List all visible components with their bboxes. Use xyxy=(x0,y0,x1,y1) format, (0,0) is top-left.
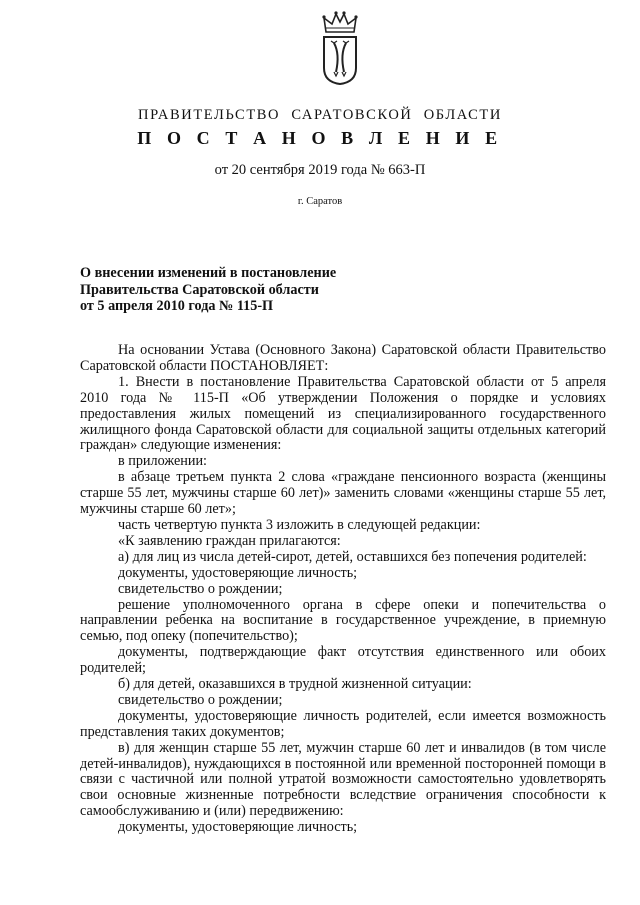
body-paragraph: часть четвертую пункта 3 изложить в следующей редакции: xyxy=(118,516,481,533)
body-paragraph: свидетельство о рождении; xyxy=(118,691,283,708)
body-paragraph: документы, подтверждающие факт отсутствия единственного или обоих родителей; xyxy=(80,644,606,677)
subject-line: О внесении изменений в постановление xyxy=(80,265,337,281)
subject-line: от 5 апреля 2010 года № 115-П xyxy=(80,298,274,314)
body-paragraph: На основании Устава (Основного Закона) Саратовской области Правительство Саратовской области ПОСТАНОВЛЯЕТ: xyxy=(80,342,606,374)
body-paragraph: б) для детей, оказавшихся в трудной жизненной ситуации: xyxy=(118,676,472,693)
document-city: г. Саратов xyxy=(297,196,343,207)
saratov-coat-of-arms-icon xyxy=(318,10,362,86)
body-paragraph: документы, удостоверяющие личность; xyxy=(118,819,358,836)
body-paragraph: свидетельство о рождении; xyxy=(118,580,283,597)
government-name: ПРАВИТЕЛЬСТВО САРАТОВСКОЙ ОБЛАСТИ xyxy=(138,107,502,123)
document-type-title: П О С Т А Н О В Л Е Н И Е xyxy=(137,128,503,148)
document-body xyxy=(80,343,606,836)
body-paragraph: в) для женщин старше 55 лет, мужчин старше 60 лет и инвалидов (в том числе детей-инвалидов), нуждающихся в постоянной или временной посторонней помощи в связи с частичной или полной утратой возможности самостоятельно удовлетворять свои основные жизненные потребности вследствие ограничения способности к самообслуживанию и (или) передвижению: xyxy=(80,739,606,820)
body-paragraph: а) для лиц из числа детей-сирот, детей, оставшихся без попечения родителей: xyxy=(118,548,587,565)
body-paragraph: решение уполномоченного органа в сфере опеки и попечительства о направлении ребенка на воспитание в государственное учреждение, в приемную семью, под опеку (попечительство); xyxy=(80,596,606,645)
document-subject xyxy=(80,265,460,315)
body-paragraph: документы, удостоверяющие личность; xyxy=(118,564,358,581)
body-paragraph: в абзаце третьем пункта 2 слова «граждане пенсионного возраста (женщины старше 55 лет, мужчины старше 60 лет)» заменить словами «женщины старше 55 лет, мужчины старше 60 лет»; xyxy=(80,469,606,518)
body-paragraph: в приложении: xyxy=(118,453,207,470)
subject-line: Правительства Саратовской области xyxy=(80,281,319,298)
body-paragraph: документы, удостоверяющие личность родителей, если имеется возможность представления таких документов; xyxy=(80,707,606,740)
body-paragraph: 1. Внести в постановление Правительства Саратовской области от 5 апреля 2010 года № 115-П «Об утверждении Положения о порядке и условиях предоставления жилых помещений из специализированного государственного жилищного фонда Саратовской области для социальной защиты отдельных категорий граждан» следующие изменения: xyxy=(80,373,606,454)
body-paragraph: «К заявлению граждан прилагаются: xyxy=(118,532,341,549)
document-date-number: от 20 сентября 2019 года № 663-П xyxy=(214,162,426,178)
